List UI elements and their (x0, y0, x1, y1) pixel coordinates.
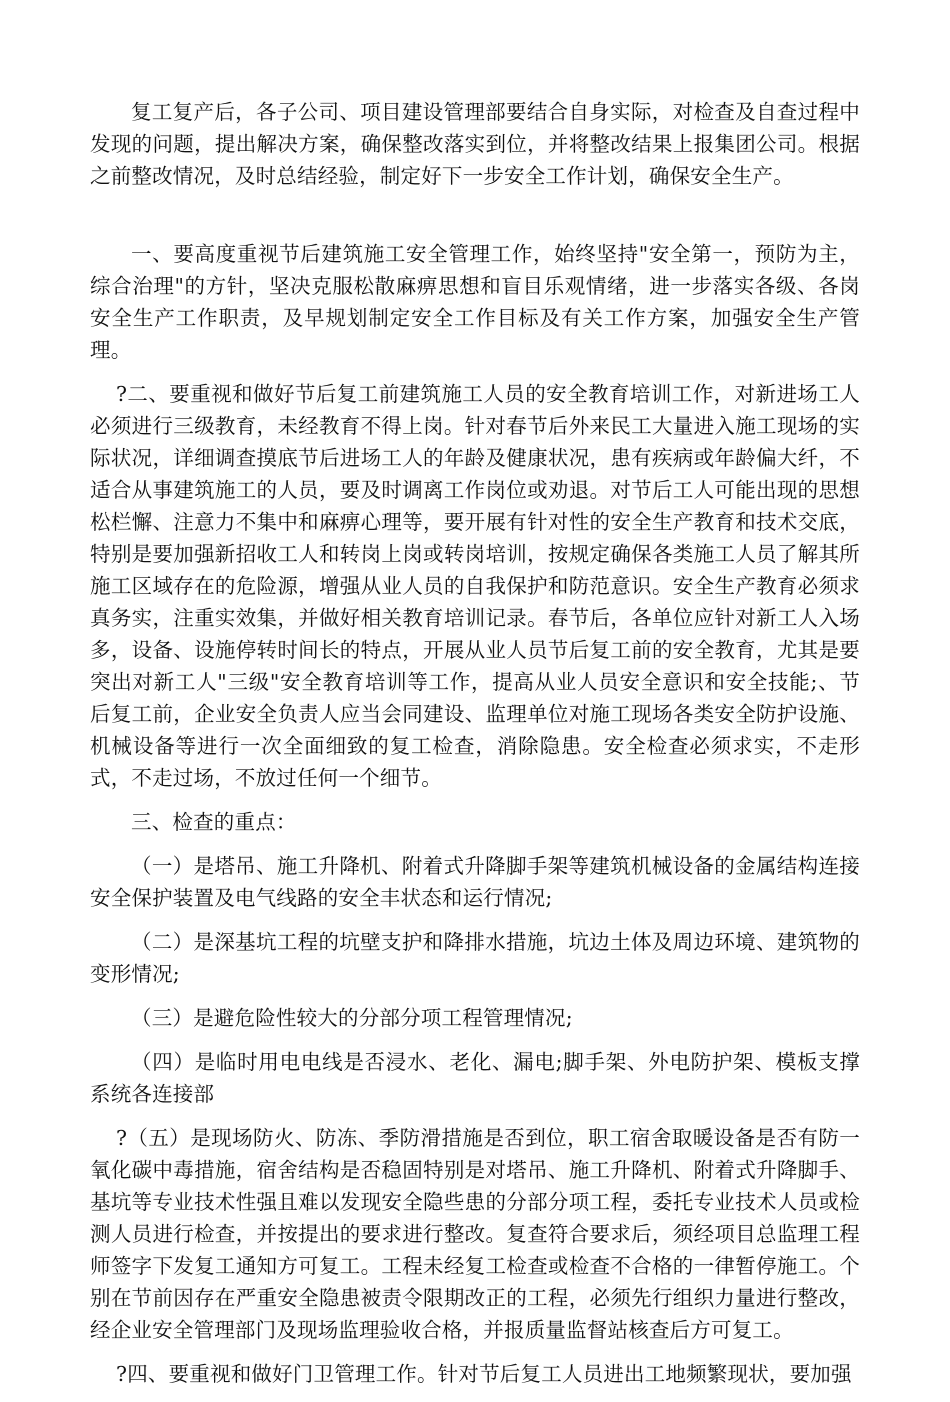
paragraph-item-1: （一）是塔吊、施工升降机、附着式升降脚手架等建筑机械设备的金属结构连接安全保护装置及电气线路的安全丰状态和运行情况; (90, 854, 860, 910)
paragraph-item-4: （四）是临时用电电线是否浸水、老化、漏电;脚手架、外电防护架、模板支撑系统各连接部 (90, 1050, 860, 1106)
paragraph-section-4: ?四、要重视和做好门卫管理工作。针对节后复工人员进出工地频繁现状，要加强 (116, 1362, 852, 1386)
paragraph-item-5: ?（五）是现场防火、防冻、季防滑措施是否到位，职工宿舍取暖设备是否有防一氧化碳中毒措施，宿舍结构是否稳固特别是对塔吊、施工升降机、附着式升降脚手、基坑等专业技术性强且难以发现安全隐些患的分部分项工程，委托专业技术人员或检测人员进行检查，并按提出的要求进行整改。复查符合要求后，须经项目总监理工程师签字下发复工通知方可复工。工程未经复工检查或检查不合格的一律暂停施工。个别在节前因存在严重安全隐患被责令限期改正的工程，必须先行组织力量进行整改，经企业安全管理部门及现场监理验收合格，并报质量监督站核查后方可复工。 (90, 1126, 860, 1342)
paragraph-item-2: （二）是深基坑工程的坑壁支护和降排水措施，坑边土体及周边环境、建筑物的变形情况; (90, 930, 860, 986)
document-page (90, 96, 860, 1402)
paragraph-section-3-heading: 三、检查的重点： (131, 810, 297, 834)
paragraph-section-2: ?二、要重视和做好节后复工前建筑施工人员的安全教育培训工作，对新进场工人必须进行三级教育，未经教育不得上岗。针对春节后外来民工大量进入施工现场的实际状况，详细调查摸底节后进场工人的年龄及健康状况，患有疾病或年龄偏大纤，不适合从事建筑施工的人员，要及时调离工作岗位或劝退。对节后工人可能出现的思想松栏懈、注意力不集中和麻痹心理等，要开展有针对性的安全生产教育和技术交底，特别是要加强新招收工人和转岗上岗或转岗培训，按规定确保各类施工人员了解其所施工区域存在的危险源，增强从业人员的自我保护和防范意识。安全生产教育必须求真务实，注重实效集，并做好相关教育培训记录。春节后，各单位应针对新工人入场多，设备、设施停转时间长的特点，开展从业人员节后复工前的安全教育，尤其是要突出对新工人"三级"安全教育培训等工作，提高从业人员安全意识和安全技能;、节后复工前，企业安全负责人应当会同建设、监理单位对施工现场各类安全防护设施、机械设备等进行一次全面细致的复工检查，消除隐患。安全检查必须求实，不走形式，不走过场，不放过任何一个细节。 (90, 382, 860, 790)
paragraph-item-3: （三）是避危险性较大的分部分项工程管理情况; (131, 1006, 573, 1030)
paragraph-intro: 复工复产后，各子公司、项目建设管理部要结合自身实际，对检查及自查过程中发现的问题，提出解决方案，确保整改落实到位，并将整改结果上报集团公司。根据之前整改情况，及时总结经验，制定好下一步安全工作计划，确保安全生产。 (90, 100, 860, 188)
paragraph-section-1: 一、要高度重视节后建筑施工安全管理工作，始终坚持"安全第一，预防为主，综合治理"的方针，坚决克服松散麻痹思想和盲目乐观情绪，进一步落实各级、各岗安全生产工作职责，及早规划制定安全工作目标及有关工作方案，加强安全生产管理。 (90, 242, 860, 362)
